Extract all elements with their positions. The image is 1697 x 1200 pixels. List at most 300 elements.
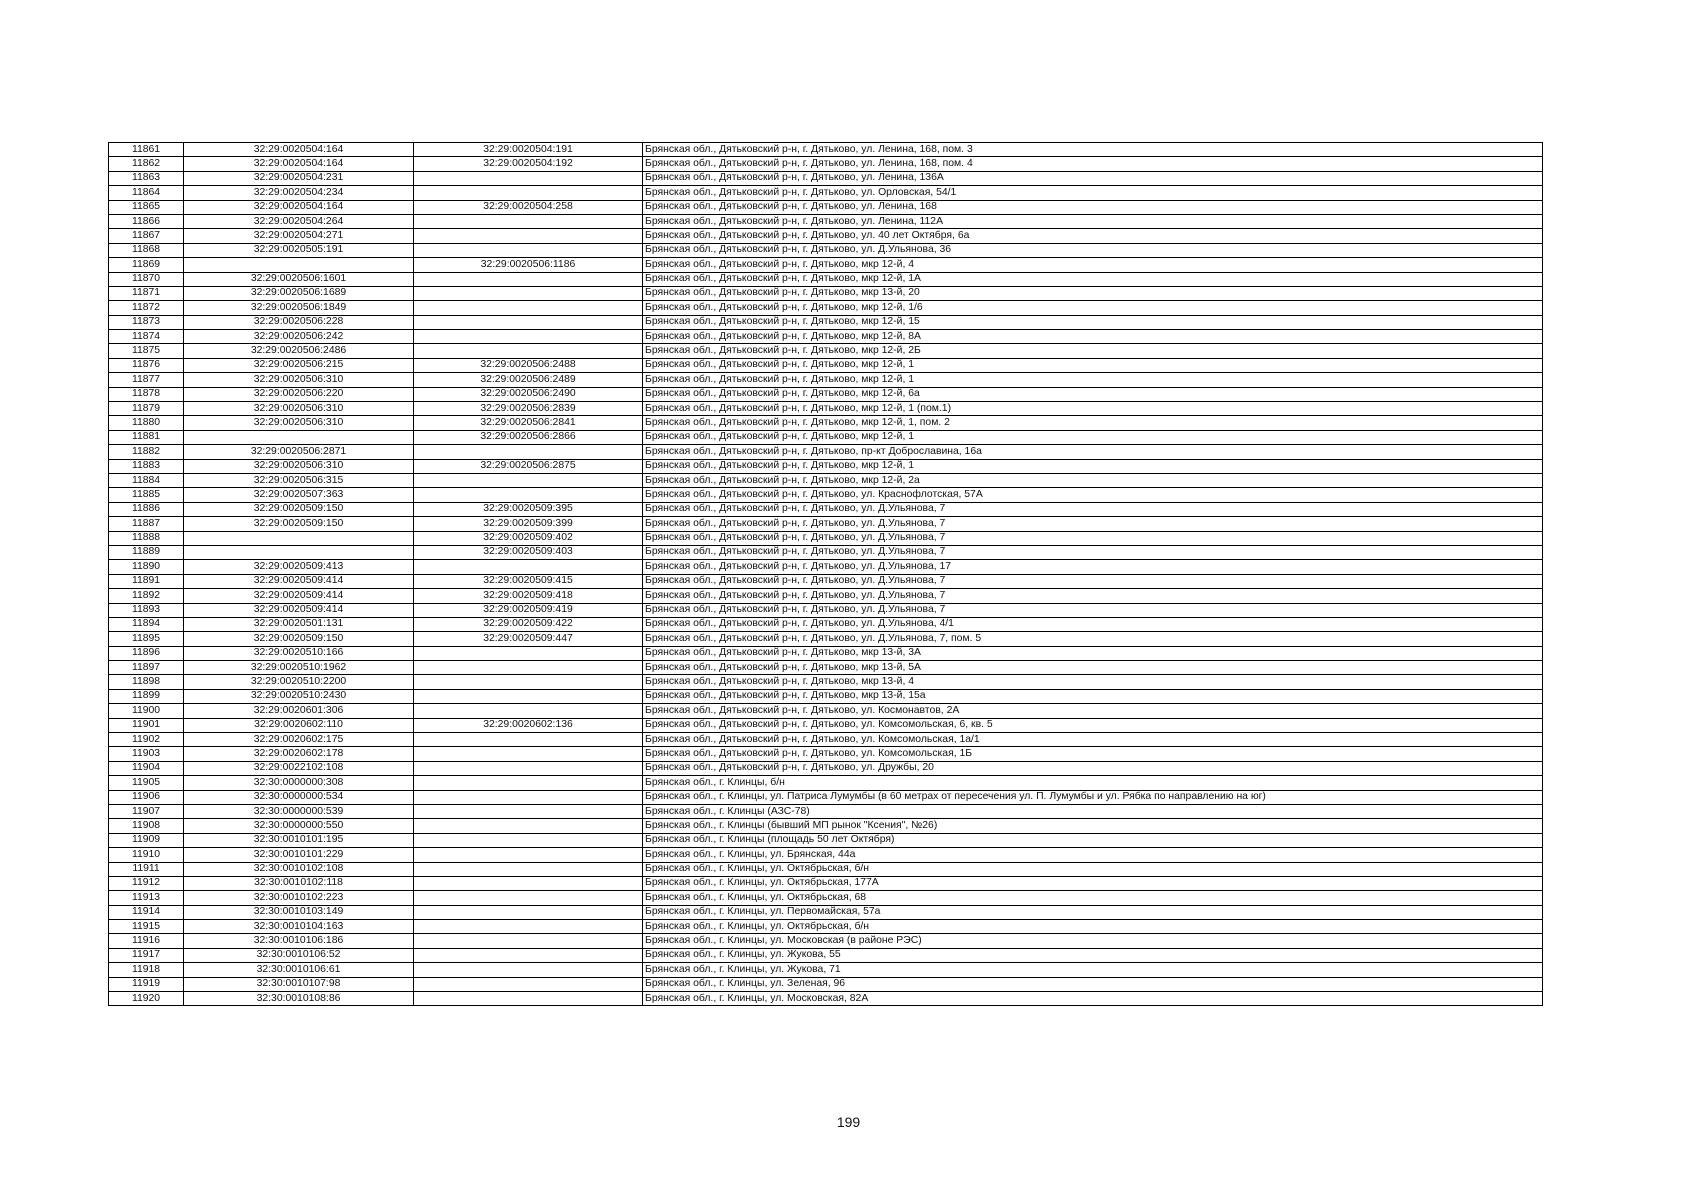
record-number-cell: 11888 [109,531,184,545]
address-cell: Брянская обл., г. Клинцы, ул. Московская, 82А [643,992,1543,1006]
address-cell: Брянская обл., Дятьковский р-н, г. Дятьково, ул. Д.Ульянова, 7 [643,589,1543,603]
record-number-cell: 11863 [109,171,184,185]
record-number-cell: 11869 [109,258,184,272]
record-number-cell: 11909 [109,833,184,847]
cadastral-number-cell: 32:29:0022102:108 [184,761,414,775]
cadastral-number-cell: 32:29:0020506:310 [184,402,414,416]
table-row [109,848,1543,862]
object-cadastral-number-cell: 32:29:0020506:2489 [414,373,643,387]
object-cadastral-number-cell [414,473,643,487]
address-cell: Брянская обл., Дятьковский р-н, г. Дятьково, мкр 13-й, 20 [643,286,1543,300]
address-cell: Брянская обл., Дятьковский р-н, г. Дятьково, мкр 12-й, 15 [643,315,1543,329]
object-cadastral-number-cell [414,675,643,689]
record-number-cell: 11866 [109,214,184,228]
address-cell: Брянская обл., Дятьковский р-н, г. Дятьково, пр-кт Доброславина, 16а [643,445,1543,459]
address-cell: Брянская обл., Дятьковский р-н, г. Дятьково, мкр 12-й, 1, пом. 2 [643,416,1543,430]
record-number-cell: 11901 [109,718,184,732]
table-row [109,214,1543,228]
object-cadastral-number-cell: 32:29:0020506:2490 [414,387,643,401]
record-number-cell: 11879 [109,402,184,416]
object-cadastral-number-cell: 32:29:0020504:192 [414,157,643,171]
object-cadastral-number-cell [414,229,643,243]
table-row [109,143,1543,157]
table-row [109,747,1543,761]
address-cell: Брянская обл., Дятьковский р-н, г. Дятьково, ул. Комсомольская, 1а/1 [643,733,1543,747]
address-cell: Брянская обл., Дятьковский р-н, г. Дятьково, мкр 13-й, 4 [643,675,1543,689]
address-cell: Брянская обл., Дятьковский р-н, г. Дятьково, мкр 12-й, 1 (пом.1) [643,402,1543,416]
address-cell: Брянская обл., Дятьковский р-н, г. Дятьково, мкр 13-й, 3А [643,646,1543,660]
address-cell: Брянская обл., г. Клинцы (бывший МП рынок "Ксения", №26) [643,819,1543,833]
record-number-cell: 11918 [109,963,184,977]
object-cadastral-number-cell [414,761,643,775]
address-cell: Брянская обл., г. Клинцы, ул. Октябрьская, 68 [643,891,1543,905]
address-cell: Брянская обл., Дятьковский р-н, г. Дятьково, мкр 12-й, 6а [643,387,1543,401]
address-cell: Брянская обл., Дятьковский р-н, г. Дятьково, ул. Ленина, 168 [643,200,1543,214]
table-row [109,531,1543,545]
cadastral-number-cell: 32:30:0010101:195 [184,833,414,847]
cadastral-number-cell: 32:30:0010101:229 [184,848,414,862]
table-row [109,171,1543,185]
cadastral-number-cell: 32:29:0020506:1601 [184,272,414,286]
cadastral-number-cell: 32:29:0020506:310 [184,459,414,473]
object-cadastral-number-cell: 32:29:0020509:418 [414,589,643,603]
record-number-cell: 11884 [109,473,184,487]
object-cadastral-number-cell: 32:29:0020509:422 [414,617,643,631]
cadastral-number-cell: 32:29:0020506:220 [184,387,414,401]
cadastral-number-cell: 32:29:0020510:166 [184,646,414,660]
object-cadastral-number-cell [414,776,643,790]
record-number-cell: 11917 [109,948,184,962]
table-row [109,790,1543,804]
address-cell: Брянская обл., Дятьковский р-н, г. Дятьково, ул. Д.Ульянова, 7 [643,603,1543,617]
record-number-cell: 11881 [109,430,184,444]
address-cell: Брянская обл., Дятьковский р-н, г. Дятьково, ул. Д.Ульянова, 7 [643,545,1543,559]
address-cell: Брянская обл., Дятьковский р-н, г. Дятьково, ул. Комсомольская, 1Б [643,747,1543,761]
table-row [109,560,1543,574]
object-cadastral-number-cell [414,445,643,459]
record-number-cell: 11885 [109,488,184,502]
object-cadastral-number-cell [414,862,643,876]
object-cadastral-number-cell [414,905,643,919]
object-cadastral-number-cell [414,646,643,660]
record-number-cell: 11920 [109,992,184,1006]
page-number: 199 [836,1114,861,1130]
record-number-cell: 11893 [109,603,184,617]
cadastral-number-cell: 32:29:0020509:414 [184,574,414,588]
object-cadastral-number-cell: 32:29:0020506:2875 [414,459,643,473]
table-row [109,603,1543,617]
address-cell: Брянская обл., г. Клинцы, ул. Жукова, 71 [643,963,1543,977]
table-row [109,373,1543,387]
record-number-cell: 11890 [109,560,184,574]
address-cell: Брянская обл., Дятьковский р-н, г. Дятьково, ул. Д.Ульянова, 7 [643,574,1543,588]
record-number-cell: 11864 [109,186,184,200]
object-cadastral-number-cell [414,315,643,329]
record-number-cell: 11904 [109,761,184,775]
cadastral-number-cell: 32:30:0010102:118 [184,876,414,890]
record-number-cell: 11913 [109,891,184,905]
address-cell: Брянская обл., г. Клинцы (АЗС-78) [643,804,1543,818]
table-row [109,243,1543,257]
record-number-cell: 11883 [109,459,184,473]
cadastral-number-cell: 32:30:0000000:539 [184,804,414,818]
address-cell: Брянская обл., г. Клинцы, ул. Первомайская, 57а [643,905,1543,919]
address-cell: Брянская обл., Дятьковский р-н, г. Дятьково, мкр 12-й, 2а [643,473,1543,487]
object-cadastral-number-cell: 32:29:0020509:399 [414,517,643,531]
record-number-cell: 11908 [109,819,184,833]
record-number-cell: 11861 [109,143,184,157]
cadastral-number-cell: 32:29:0020506:1849 [184,301,414,315]
address-cell: Брянская обл., Дятьковский р-н, г. Дятьково, мкр 12-й, 4 [643,258,1543,272]
table-row [109,502,1543,516]
object-cadastral-number-cell: 32:29:0020504:191 [414,143,643,157]
record-number-cell: 11912 [109,876,184,890]
table-row [109,459,1543,473]
cadastral-number-cell: 32:29:0020504:264 [184,214,414,228]
table-row [109,819,1543,833]
cadastral-number-cell: 32:29:0020510:2200 [184,675,414,689]
address-cell: Брянская обл., Дятьковский р-н, г. Дятьково, мкр 12-й, 1 [643,358,1543,372]
record-number-cell: 11907 [109,804,184,818]
cadastral-number-cell: 32:29:0020509:150 [184,632,414,646]
cadastral-number-cell: 32:29:0020506:315 [184,473,414,487]
table-row [109,473,1543,487]
record-number-cell: 11889 [109,545,184,559]
address-cell: Брянская обл., г. Клинцы, ул. Октябрьская, б/н [643,862,1543,876]
cadastral-number-cell: 32:29:0020509:413 [184,560,414,574]
address-cell: Брянская обл., Дятьковский р-н, г. Дятьково, ул. Комсомольская, 6, кв. 5 [643,718,1543,732]
record-number-cell: 11865 [109,200,184,214]
record-number-cell: 11897 [109,661,184,675]
table-row [109,905,1543,919]
table-row [109,804,1543,818]
address-cell: Брянская обл., Дятьковский р-н, г. Дятьково, ул. 40 лет Октября, 6а [643,229,1543,243]
cadastral-number-cell: 32:29:0020509:150 [184,517,414,531]
object-cadastral-number-cell: 32:29:0020504:258 [414,200,643,214]
record-number-cell: 11874 [109,330,184,344]
record-number-cell: 11862 [109,157,184,171]
record-number-cell: 11896 [109,646,184,660]
object-cadastral-number-cell [414,804,643,818]
table-row [109,920,1543,934]
cadastral-number-cell [184,258,414,272]
cadastral-number-cell: 32:30:0000000:534 [184,790,414,804]
record-number-cell: 11905 [109,776,184,790]
cadastral-number-cell: 32:29:0020504:164 [184,143,414,157]
object-cadastral-number-cell [414,876,643,890]
record-number-cell: 11882 [109,445,184,459]
record-number-cell: 11871 [109,286,184,300]
object-cadastral-number-cell [414,747,643,761]
table-row [109,661,1543,675]
object-cadastral-number-cell [414,963,643,977]
table-row [109,992,1543,1006]
record-number-cell: 11899 [109,689,184,703]
table-row [109,186,1543,200]
record-number-cell: 11880 [109,416,184,430]
cadastral-number-cell: 32:29:0020602:175 [184,733,414,747]
object-cadastral-number-cell [414,560,643,574]
table-row [109,200,1543,214]
object-cadastral-number-cell [414,661,643,675]
table-row [109,632,1543,646]
address-cell: Брянская обл., г. Клинцы (площадь 50 лет Октября) [643,833,1543,847]
cadastral-number-cell: 32:29:0020504:164 [184,157,414,171]
object-cadastral-number-cell: 32:29:0020506:2839 [414,402,643,416]
cadastral-number-cell: 32:29:0020505:191 [184,243,414,257]
cadastral-number-cell: 32:29:0020506:242 [184,330,414,344]
record-number-cell: 11873 [109,315,184,329]
table-row [109,517,1543,531]
object-cadastral-number-cell [414,733,643,747]
address-cell: Брянская обл., Дятьковский р-н, г. Дятьково, мкр 12-й, 1 [643,373,1543,387]
record-number-cell: 11914 [109,905,184,919]
object-cadastral-number-cell [414,920,643,934]
object-cadastral-number-cell: 32:29:0020509:403 [414,545,643,559]
cadastral-number-cell: 32:29:0020506:1689 [184,286,414,300]
cadastral-number-cell: 32:29:0020504:271 [184,229,414,243]
record-number-cell: 11911 [109,862,184,876]
object-cadastral-number-cell: 32:29:0020506:2488 [414,358,643,372]
address-cell: Брянская обл., Дятьковский р-н, г. Дятьково, мкр 12-й, 1А [643,272,1543,286]
address-cell: Брянская обл., г. Клинцы, ул. Октябрьская, 177А [643,876,1543,890]
registry-table [108,142,1543,1006]
table-row [109,358,1543,372]
record-number-cell: 11892 [109,589,184,603]
object-cadastral-number-cell [414,272,643,286]
table-row [109,430,1543,444]
record-number-cell: 11878 [109,387,184,401]
table-row [109,833,1543,847]
record-number-cell: 11903 [109,747,184,761]
cadastral-number-cell: 32:30:0010104:163 [184,920,414,934]
table-row [109,718,1543,732]
table-row [109,675,1543,689]
object-cadastral-number-cell [414,344,643,358]
address-cell: Брянская обл., Дятьковский р-н, г. Дятьково, ул. Д.Ульянова, 7 [643,502,1543,516]
object-cadastral-number-cell: 32:29:0020506:2866 [414,430,643,444]
table-row [109,286,1543,300]
table-row [109,402,1543,416]
cadastral-number-cell: 32:29:0020504:234 [184,186,414,200]
cadastral-number-cell [184,545,414,559]
object-cadastral-number-cell [414,819,643,833]
object-cadastral-number-cell [414,214,643,228]
cadastral-number-cell: 32:29:0020509:150 [184,502,414,516]
object-cadastral-number-cell [414,488,643,502]
record-number-cell: 11876 [109,358,184,372]
address-cell: Брянская обл., Дятьковский р-н, г. Дятьково, ул. Д.Ульянова, 7 [643,531,1543,545]
table-row [109,272,1543,286]
cadastral-number-cell: 32:29:0020506:310 [184,373,414,387]
record-number-cell: 11916 [109,934,184,948]
object-cadastral-number-cell [414,689,643,703]
table-row [109,963,1543,977]
object-cadastral-number-cell [414,891,643,905]
table-row [109,301,1543,315]
table-row [109,574,1543,588]
cadastral-number-cell: 32:30:0010108:86 [184,992,414,1006]
cadastral-number-cell: 32:30:0010102:108 [184,862,414,876]
record-number-cell: 11898 [109,675,184,689]
object-cadastral-number-cell: 32:29:0020602:136 [414,718,643,732]
cadastral-number-cell: 32:29:0020506:310 [184,416,414,430]
record-number-cell: 11870 [109,272,184,286]
object-cadastral-number-cell [414,704,643,718]
cadastral-number-cell: 32:30:0010106:61 [184,963,414,977]
table-row [109,776,1543,790]
address-cell: Брянская обл., Дятьковский р-н, г. Дятьково, ул. Ленина, 168, пом. 4 [643,157,1543,171]
table-row [109,229,1543,243]
address-cell: Брянская обл., г. Клинцы, ул. Брянская, 44а [643,848,1543,862]
object-cadastral-number-cell [414,848,643,862]
cadastral-number-cell: 32:29:0020506:228 [184,315,414,329]
cadastral-number-cell: 32:29:0020510:2430 [184,689,414,703]
table-row [109,948,1543,962]
cadastral-number-cell: 32:30:0010103:149 [184,905,414,919]
table-row [109,689,1543,703]
object-cadastral-number-cell [414,977,643,991]
cadastral-number-cell: 32:29:0020506:215 [184,358,414,372]
table-row [109,344,1543,358]
address-cell: Брянская обл., Дятьковский р-н, г. Дятьково, мкр 12-й, 8А [643,330,1543,344]
cadastral-number-cell: 32:29:0020509:414 [184,603,414,617]
table-row [109,733,1543,747]
object-cadastral-number-cell [414,171,643,185]
record-number-cell: 11919 [109,977,184,991]
record-number-cell: 11895 [109,632,184,646]
record-number-cell: 11875 [109,344,184,358]
cadastral-number-cell: 32:30:0010106:52 [184,948,414,962]
cadastral-number-cell: 32:30:0000000:550 [184,819,414,833]
cadastral-number-cell: 32:29:0020602:110 [184,718,414,732]
table-row [109,545,1543,559]
table-row [109,617,1543,631]
object-cadastral-number-cell [414,243,643,257]
address-cell: Брянская обл., Дятьковский р-н, г. Дятьково, ул. Дружбы, 20 [643,761,1543,775]
address-cell: Брянская обл., г. Клинцы, ул. Жукова, 55 [643,948,1543,962]
object-cadastral-number-cell: 32:29:0020509:395 [414,502,643,516]
address-cell: Брянская обл., Дятьковский р-н, г. Дятьково, ул. Д.Ульянова, 17 [643,560,1543,574]
record-number-cell: 11887 [109,517,184,531]
table-row [109,761,1543,775]
table-row [109,876,1543,890]
cadastral-number-cell [184,430,414,444]
address-cell: Брянская обл., Дятьковский р-н, г. Дятьково, ул. Ленина, 112А [643,214,1543,228]
object-cadastral-number-cell [414,948,643,962]
cadastral-number-cell: 32:29:0020601:306 [184,704,414,718]
address-cell: Брянская обл., Дятьковский р-н, г. Дятьково, ул. Ленина, 136А [643,171,1543,185]
cadastral-number-cell: 32:30:0010106:186 [184,934,414,948]
table-row [109,387,1543,401]
address-cell: Брянская обл., Дятьковский р-н, г. Дятьково, мкр 13-й, 5А [643,661,1543,675]
table-row [109,934,1543,948]
record-number-cell: 11891 [109,574,184,588]
cadastral-number-cell: 32:29:0020501:131 [184,617,414,631]
table-row [109,704,1543,718]
object-cadastral-number-cell: 32:29:0020509:415 [414,574,643,588]
address-cell: Брянская обл., Дятьковский р-н, г. Дятьково, мкр 12-й, 1/6 [643,301,1543,315]
record-number-cell: 11868 [109,243,184,257]
object-cadastral-number-cell [414,992,643,1006]
address-cell: Брянская обл., г. Клинцы, ул. Московская (в районе РЭС) [643,934,1543,948]
cadastral-number-cell: 32:30:0010102:223 [184,891,414,905]
address-cell: Брянская обл., Дятьковский р-н, г. Дятьково, ул. Д.Ульянова, 4/1 [643,617,1543,631]
address-cell: Брянская обл., г. Клинцы, ул. Октябрьская, б/н [643,920,1543,934]
object-cadastral-number-cell [414,330,643,344]
cadastral-number-cell [184,531,414,545]
object-cadastral-number-cell [414,186,643,200]
registry-table-body [109,143,1543,1006]
object-cadastral-number-cell [414,301,643,315]
cadastral-number-cell: 32:29:0020504:231 [184,171,414,185]
table-row [109,977,1543,991]
cadastral-number-cell: 32:29:0020510:1962 [184,661,414,675]
record-number-cell: 11910 [109,848,184,862]
cadastral-number-cell: 32:30:0000000:308 [184,776,414,790]
object-cadastral-number-cell [414,833,643,847]
address-cell: Брянская обл., Дятьковский р-н, г. Дятьково, мкр 12-й, 1 [643,430,1543,444]
object-cadastral-number-cell [414,286,643,300]
object-cadastral-number-cell: 32:29:0020506:2841 [414,416,643,430]
address-cell: Брянская обл., Дятьковский р-н, г. Дятьково, ул. Д.Ульянова, 7, пом. 5 [643,632,1543,646]
address-cell: Брянская обл., Дятьковский р-н, г. Дятьково, ул. Орловская, 54/1 [643,186,1543,200]
cadastral-number-cell: 32:29:0020506:2486 [184,344,414,358]
address-cell: Брянская обл., Дятьковский р-н, г. Дятьково, ул. Краснофлотская, 57А [643,488,1543,502]
cadastral-number-cell: 32:29:0020509:414 [184,589,414,603]
record-number-cell: 11900 [109,704,184,718]
address-cell: Брянская обл., Дятьковский р-н, г. Дятьково, мкр 12-й, 2Б [643,344,1543,358]
record-number-cell: 11894 [109,617,184,631]
table-row [109,445,1543,459]
record-number-cell: 11902 [109,733,184,747]
registry-sheet [108,142,1542,1006]
record-number-cell: 11915 [109,920,184,934]
object-cadastral-number-cell [414,934,643,948]
table-row [109,416,1543,430]
object-cadastral-number-cell: 32:29:0020509:419 [414,603,643,617]
cadastral-number-cell: 32:29:0020506:2871 [184,445,414,459]
record-number-cell: 11886 [109,502,184,516]
object-cadastral-number-cell: 32:29:0020509:447 [414,632,643,646]
record-number-cell: 11867 [109,229,184,243]
table-row [109,330,1543,344]
cadastral-number-cell: 32:30:0010107:98 [184,977,414,991]
address-cell: Брянская обл., Дятьковский р-н, г. Дятьково, мкр 13-й, 15а [643,689,1543,703]
record-number-cell: 11906 [109,790,184,804]
address-cell: Брянская обл., Дятьковский р-н, г. Дятьково, мкр 12-й, 1 [643,459,1543,473]
address-cell: Брянская обл., Дятьковский р-н, г. Дятьково, ул. Д.Ульянова, 36 [643,243,1543,257]
address-cell: Брянская обл., Дятьковский р-н, г. Дятьково, ул. Д.Ульянова, 7 [643,517,1543,531]
cadastral-number-cell: 32:29:0020507:363 [184,488,414,502]
table-row [109,862,1543,876]
table-row [109,589,1543,603]
address-cell: Брянская обл., г. Клинцы, ул. Патриса Лумумбы (в 60 метрах от пересечения ул. П. Лумумбы и ул. Рябка по направлению на юг) [643,790,1543,804]
cadastral-number-cell: 32:29:0020602:178 [184,747,414,761]
table-row [109,258,1543,272]
address-cell: Брянская обл., Дятьковский р-н, г. Дятьково, ул. Космонавтов, 2А [643,704,1543,718]
address-cell: Брянская обл., Дятьковский р-н, г. Дятьково, ул. Ленина, 168, пом. 3 [643,143,1543,157]
address-cell: Брянская обл., г. Клинцы, ул. Зеленая, 96 [643,977,1543,991]
table-row [109,646,1543,660]
record-number-cell: 11872 [109,301,184,315]
record-number-cell: 11877 [109,373,184,387]
table-row [109,315,1543,329]
table-row [109,157,1543,171]
object-cadastral-number-cell: 32:29:0020506:1186 [414,258,643,272]
cadastral-number-cell: 32:29:0020504:164 [184,200,414,214]
address-cell: Брянская обл., г. Клинцы, б/н [643,776,1543,790]
